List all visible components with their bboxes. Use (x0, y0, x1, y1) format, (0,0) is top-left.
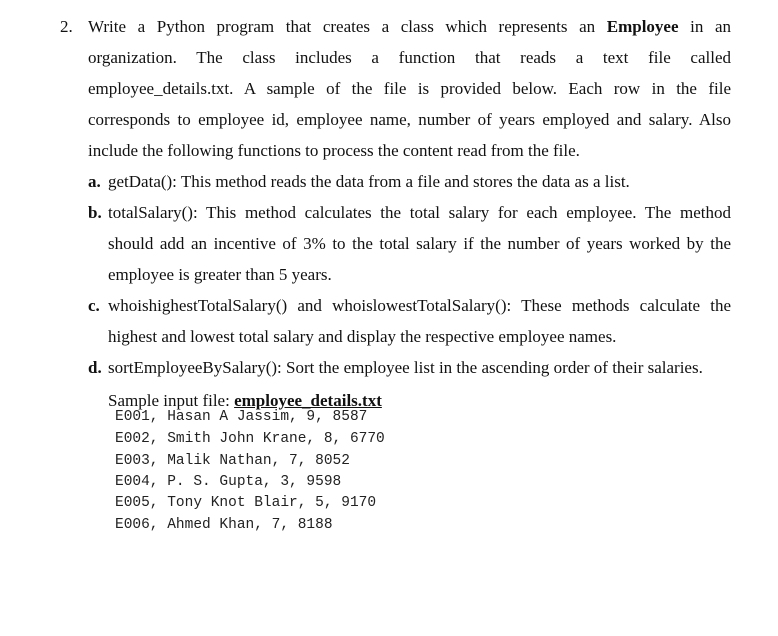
sample-row: E001, Hasan A Jassim, 9, 8587 (115, 409, 368, 425)
item-c-line-2: highest and lowest total salary and display the respective employee names. (108, 327, 617, 346)
item-d-label: d. (88, 358, 102, 377)
sample-row: E002, Smith John Krane, 8, 6770 (115, 431, 385, 447)
item-b-line-3: employee is greater than 5 years. (108, 265, 332, 284)
sample-row: E003, Malik Nathan, 7, 8052 (115, 453, 350, 469)
sample-row: E004, P. S. Gupta, 3, 9598 (115, 474, 342, 490)
intro-line-2: organization. The class includes a function that reads a text file called (88, 48, 731, 67)
item-c-line-1: whoishighestTotalSalary() and whoislowestTotalSalary(): These methods calculate the (108, 296, 731, 315)
item-a-label: a. (88, 172, 101, 191)
sample-input-label: Sample input file: (108, 391, 235, 410)
sample-input-heading (108, 391, 382, 411)
sample-filename: employee_details.txt (234, 391, 382, 410)
item-b-line-2: should add an incentive of 3% to the total salary if the number of years worked by the (108, 234, 731, 253)
sample-row: E005, Tony Knot Blair, 5, 9170 (115, 495, 377, 511)
intro-line-1 (88, 17, 731, 37)
intro-line-4: corresponds to employee id, employee name, number of years employed and salary. Also (88, 110, 731, 129)
intro-line-5: include the following functions to process the content read from the file. (88, 141, 580, 160)
question-number: 2. (60, 17, 73, 36)
item-c-label: c. (88, 296, 100, 315)
intro-line-1-post: in an (678, 17, 731, 36)
intro-line-1-pre: Write a Python program that creates a class which represents an (88, 17, 607, 36)
item-b-line-1: totalSalary(): This method calculates the total salary for each employee. The method (108, 203, 731, 222)
item-d-line-1: sortEmployeeBySalary(): Sort the employee list in the ascending order of their salaries. (108, 358, 703, 377)
employee-bold-term: Employee (606, 17, 679, 36)
item-b-label: b. (88, 203, 102, 222)
sample-row: E006, Ahmed Khan, 7, 8188 (115, 517, 333, 533)
item-a-line-1: getData(): This method reads the data from a file and stores the data as a list. (108, 172, 630, 191)
intro-line-3: employee_details.txt. A sample of the file is provided below. Each row in the file (88, 79, 731, 98)
